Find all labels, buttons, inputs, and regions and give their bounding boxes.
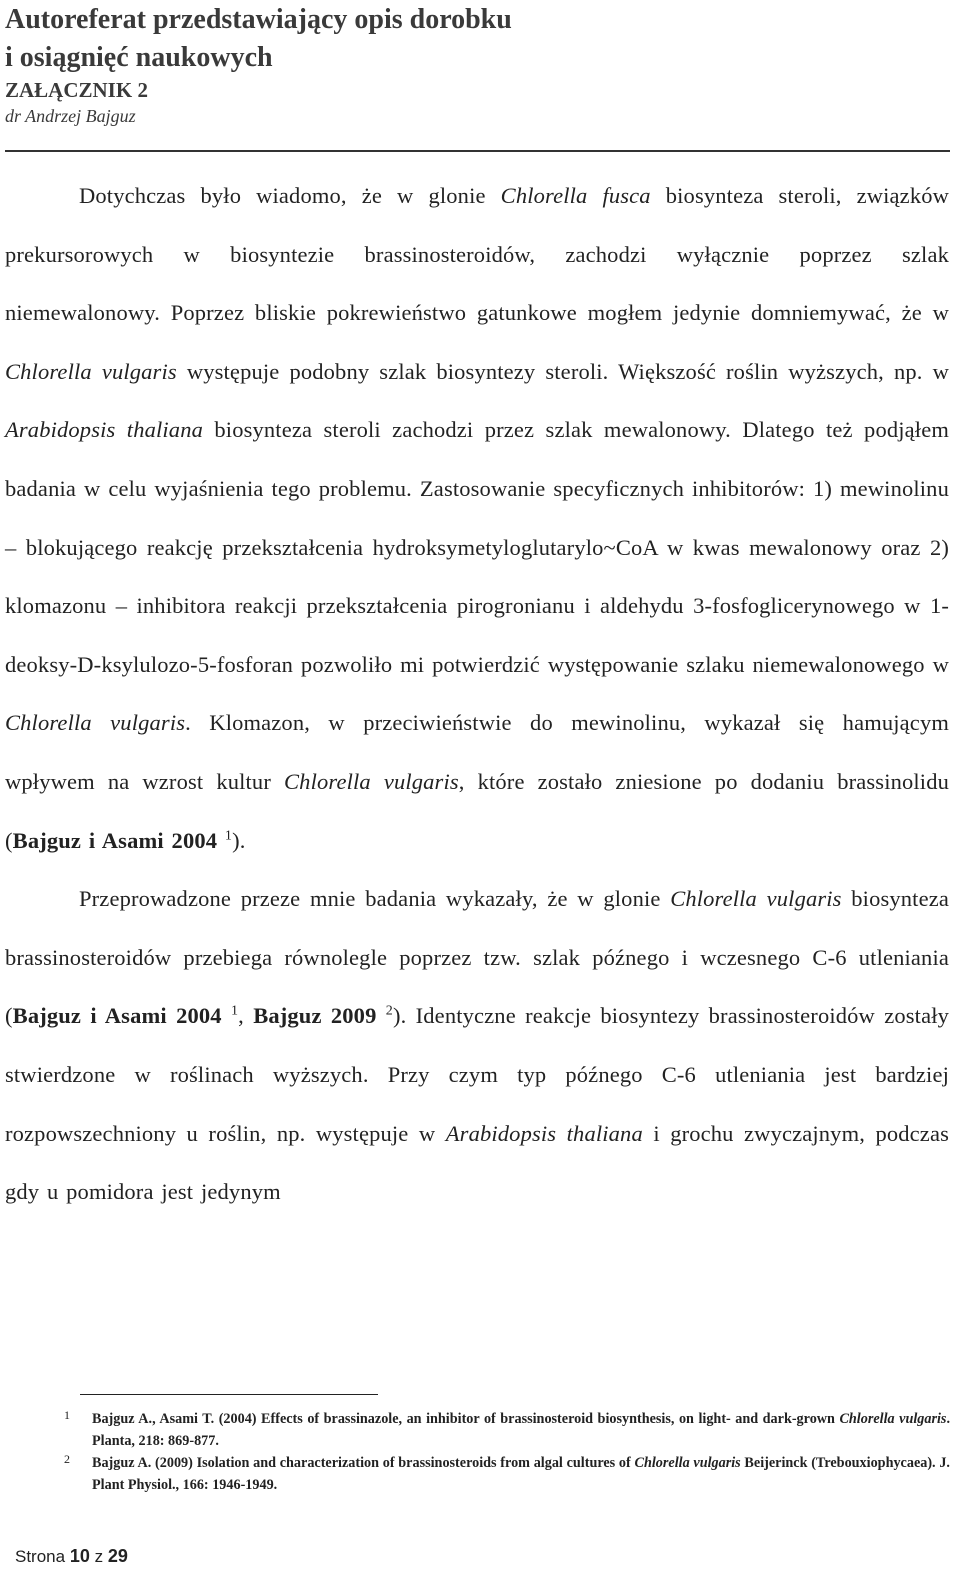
text-run: Bajguz A., Asami T. (2004) Effects of brassinazole, an inhibitor of brassinosteroid biosynthesis, on light- and dark-grown <box>92 1411 840 1427</box>
text-run: Bajguz A. (2009) Isolation and characterization of brassinosteroids from algal cultures of <box>92 1455 635 1471</box>
text-run: biosynteza steroli, związków prekursorowych w biosyntezie brassinosteroidów, zachodzi wyłącznie poprzez szlak niemewalonowy. Poprzez bliskie pokrewieństwo gatunkowe mogłem jedynie domniemywać, że w <box>5 183 950 326</box>
species-name: Chlorella vulgaris <box>5 358 177 384</box>
text-run: . Klomazon, w przeciwieństwie do mewinolinu, wykazał się hamującym wpływem na wzrost kultur <box>5 710 949 794</box>
text-run: , które zostało zniesione po dodaniu brassinolidu ( <box>5 768 949 853</box>
text-run: ). <box>232 827 246 853</box>
document-header <box>5 0 950 129</box>
citation: Bajguz i Asami 2004 <box>12 1003 222 1029</box>
footnote-text <box>92 1411 950 1449</box>
text-run: Dotychczas było wiadomo, że w glonie <box>79 183 501 208</box>
text-run <box>222 1003 231 1028</box>
author-name: dr Andrzej Bajguz <box>5 106 136 126</box>
citation: Bajguz i Asami 2004 <box>12 827 218 853</box>
main-text <box>5 167 949 1222</box>
total-pages: 29 <box>107 1546 128 1566</box>
footnote-text <box>92 1455 950 1493</box>
current-page: 10 <box>69 1546 90 1566</box>
page-number <box>15 1546 128 1567</box>
text-run: . Planta, 218: 869-877. <box>92 1411 950 1449</box>
document-title-line1: Autoreferat przedstawiający opis dorobku <box>5 4 512 35</box>
footnote-number: 1 <box>64 1408 70 1422</box>
text-run: ). Identyczne reakcje biosyntezy brassinosteroidów zostały stwierdzone w roślinach wyższych. Przy czym typ późnego C-6 utleniania jest bardziej rozpowszechniony u roślin, np. występuje w <box>5 1003 950 1146</box>
footnote-ref: 2 <box>385 1003 393 1019</box>
species-name: Chlorella vulgaris <box>5 710 186 736</box>
species-name: Chlorella vulgaris <box>670 886 842 912</box>
footnote-2 <box>62 1452 950 1496</box>
citation: Bajguz 2009 <box>253 1003 377 1029</box>
footnote-divider <box>80 1394 378 1395</box>
species-name: Arabidopsis thaliana <box>445 1120 643 1146</box>
document-title-line2: i osiągnięć naukowych <box>5 42 273 73</box>
footnote-number: 2 <box>64 1452 70 1466</box>
header-divider <box>5 150 950 152</box>
species-name: Arabidopsis thaliana <box>5 417 204 443</box>
text-run: , <box>238 1003 254 1029</box>
footnote-1 <box>62 1408 950 1452</box>
paragraph-2 <box>5 870 949 1222</box>
attachment-label: ZAŁĄCZNIK 2 <box>5 78 148 102</box>
footnote-ref: 1 <box>224 828 233 844</box>
text-run: występuje podobny szlak biosyntezy steroli. Większość roślin wyższych, np. w <box>176 358 949 384</box>
page-sep: z <box>94 1547 104 1566</box>
text-run: Przeprowadzone przeze mnie badania wykazały, że w glonie <box>79 886 671 912</box>
page-label: Strona <box>15 1547 66 1566</box>
species-name: Chlorella fusca <box>500 183 651 208</box>
text-run <box>217 828 225 853</box>
text-run: biosynteza brassinosteroidów przebiega równolegle poprzez tzw. szlak późnego i wczesnego C-6 utleniania ( <box>5 886 949 1029</box>
species-name: Chlorella vulgaris <box>634 1455 741 1471</box>
species-name: Chlorella vulgaris <box>284 768 459 794</box>
text-run <box>376 1003 385 1028</box>
footnotes <box>62 1408 950 1496</box>
paragraph-1 <box>5 167 949 870</box>
footnote-ref: 1 <box>230 1003 239 1019</box>
text-run: i grochu zwyczajnym, podczas gdy u pomidora jest jedynym <box>5 1120 949 1205</box>
text-run: biosynteza steroli zachodzi przez szlak mewalonowy. Dlatego też podjąłem badania w celu wyjaśnienia tego problemu. Zastosowanie specyficznych inhibitorów: 1) mewinolinu – blokującego reakcję przekształcenia hydroksymetyloglutarylo~CoA w kwas mewalonowy oraz 2) klomazonu – inhibitora reakcji przekształcenia pirogronianu i aldehydu 3-fosfoglicerynowego w 1-deoksy-D-ksylulozo-5-fosforan pozwoliło mi potwierdzić występowanie szlaku niemewalonowego w <box>5 417 949 677</box>
text-run: Beijerinck (Trebouxiophycaea). J. Plant Physiol., 166: 1946-1949. <box>92 1455 950 1493</box>
species-name: Chlorella vulgaris <box>839 1411 947 1427</box>
